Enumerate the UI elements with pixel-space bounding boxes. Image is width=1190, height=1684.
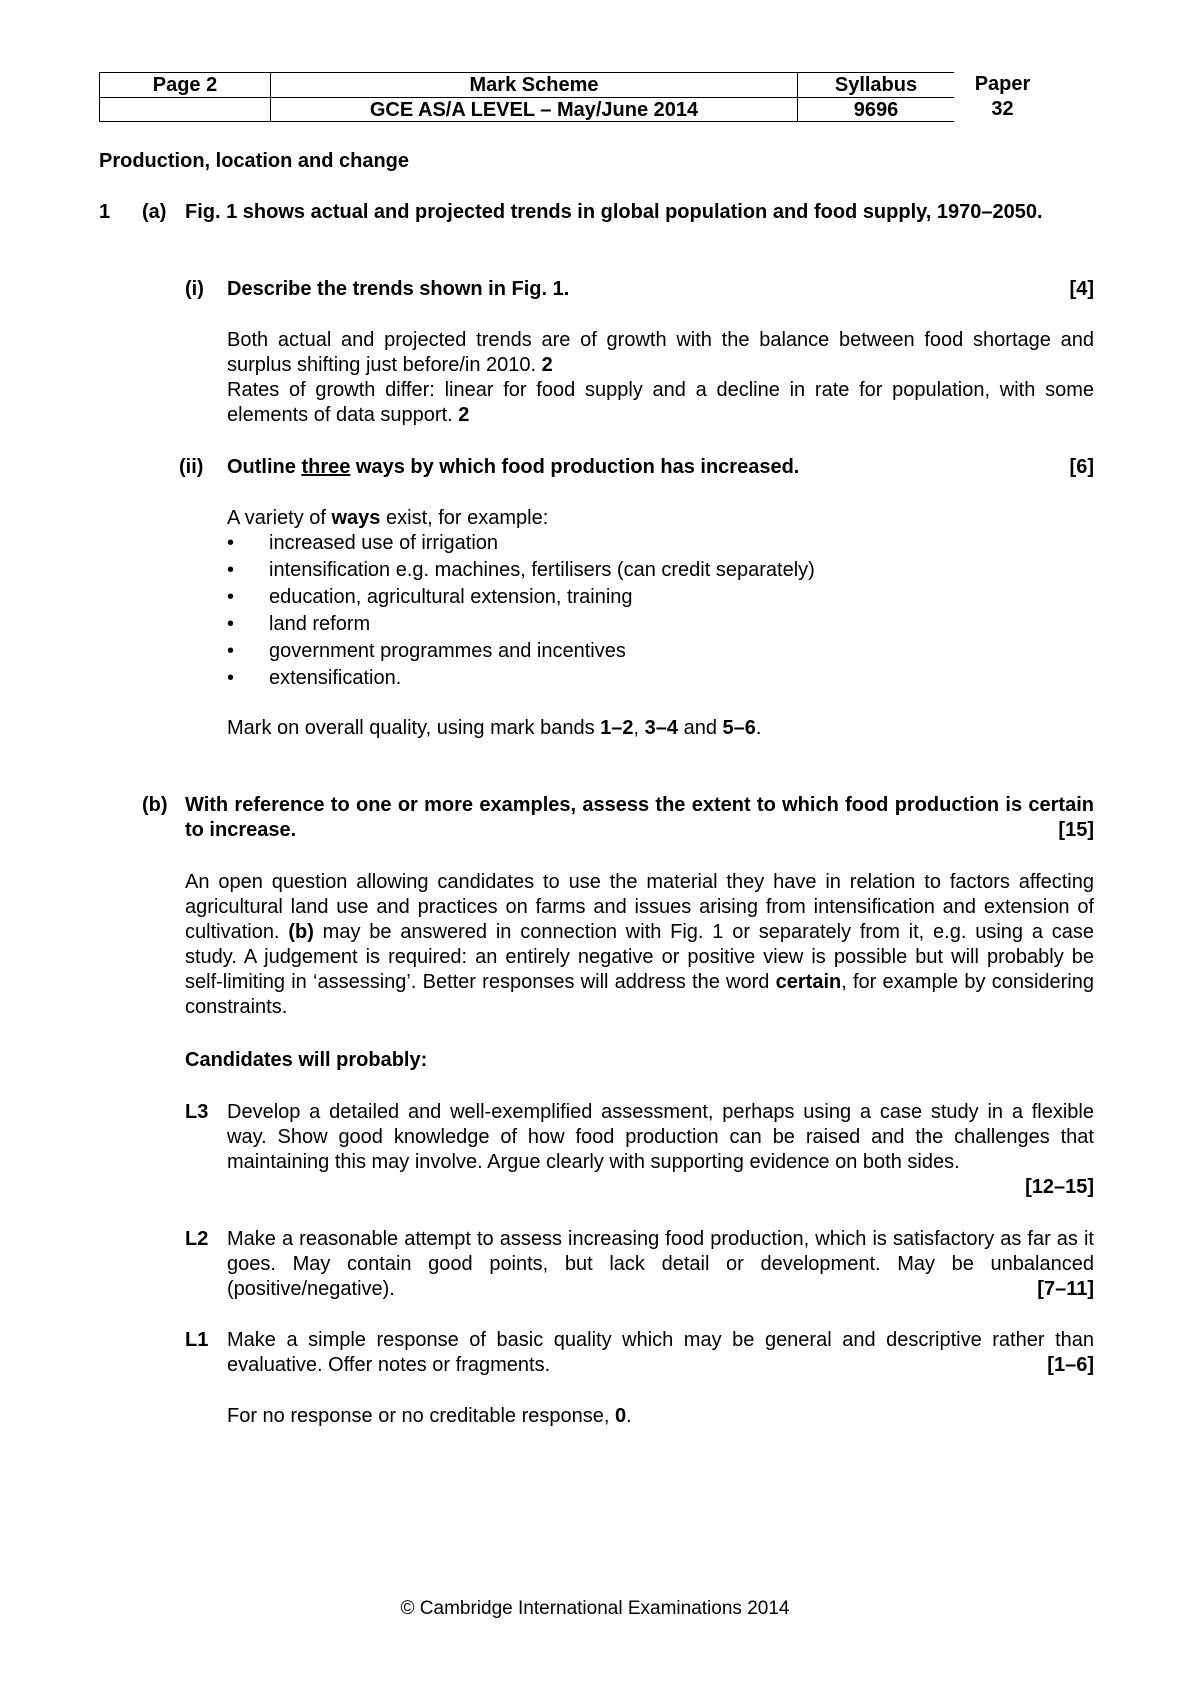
- sub-i-answer-line1: Both actual and projected trends are of growth with the balance between food shortage and surplus shifting just before/in 2010.: [227, 329, 1094, 376]
- sub-ii-text-pre: Outline: [227, 456, 296, 478]
- sub-i-text: Describe the trends shown in Fig. 1.: [227, 278, 570, 300]
- open-question-paragraph: [185, 870, 1094, 1020]
- header-table: [99, 72, 1051, 122]
- header-exam-title: GCE AS/A LEVEL – May/June 2014: [271, 97, 798, 122]
- header-syllabus: Syllabus: [798, 72, 954, 97]
- level-tag: L2: [185, 1228, 209, 1250]
- open-p2: may be answered in connection with Fig. 1 or separately from it, e.g. using a case study. A judgement is required: an entirely negative or positive view is possible but will probably be self-limiting in ‘assessing’. Better responses will address the word: [185, 921, 1094, 993]
- list-item: • education, agricultural extension, training: [227, 585, 815, 612]
- question-number: 1: [99, 201, 111, 223]
- sub-ii-text: [227, 455, 799, 480]
- list-item: • extensification.: [227, 666, 815, 693]
- header-paper-number: 32: [991, 98, 1014, 120]
- band-1: 1–2: [600, 717, 634, 739]
- sub-i-answer-mark2: 2: [458, 404, 470, 426]
- ways-intro-pre: A variety of: [227, 507, 326, 529]
- markband-note: Mark on overall quality, using mark bands 1–2, 3–4 and 5–6.: [227, 717, 762, 739]
- ways-intro-bold: ways: [331, 507, 381, 529]
- part-a-text: Fig. 1 shows actual and projected trends in global population and food supply, 1970–2050.: [185, 201, 1043, 223]
- part-b-marks: [15]: [1058, 819, 1094, 841]
- header-empty-cell: [99, 97, 271, 122]
- sub-i-label: (i): [185, 278, 204, 300]
- part-b-label: (b): [142, 794, 168, 816]
- header-paper: Paper: [974, 73, 1031, 95]
- part-b-text: With reference to one or more examples, assess the extent to which food production is certain to increase.: [185, 794, 1094, 841]
- list-item: • government programmes and incentives: [227, 639, 815, 666]
- ways-intro-post: exist, for example:: [386, 507, 549, 529]
- list-item: • intensification e.g. machines, fertilisers (can credit separately): [227, 558, 815, 585]
- level-text: Make a reasonable attempt to assess increasing food production, which is satisfactory as far as it goes. May contain good points, but lack detail or development. May be unbalanced (positive/negative).: [227, 1228, 1094, 1300]
- level-marks: [12–15]: [1025, 1176, 1094, 1198]
- open-p1: An open question allowing candidates to use the material they have in relation to factors affecting agricultural land use and practices on farms and issues arising from intensification and extension of cultivation.: [185, 871, 1094, 943]
- list-item: • land reform: [227, 612, 815, 639]
- level-marks: [1–6]: [1047, 1354, 1094, 1376]
- list-item: • increased use of irrigation: [227, 531, 815, 558]
- part-a-label: (a): [142, 201, 167, 223]
- level-text: Develop a detailed and well-exemplified assessment, perhaps using a case study in a flexible way. Show good knowledge of how food production can be raised and the challenges that maintaining this may involve. Argue clearly with supporting evidence on both sides.: [227, 1101, 1094, 1173]
- open-b: (b): [288, 921, 314, 943]
- header-row-2: [99, 97, 1051, 122]
- sub-i-answer-line2: Rates of growth differ: linear for food supply and a decline in rate for population, with some elements of data support.: [227, 379, 1094, 426]
- no-response-mark: 0: [615, 1405, 627, 1427]
- level-marks: [7–11]: [1037, 1278, 1094, 1300]
- no-response-pre: For no response or no creditable response,: [227, 1405, 610, 1427]
- sub-ii-label: (ii): [179, 456, 204, 478]
- sub-ii-text-underline: three: [301, 456, 351, 478]
- sub-i-answer: [227, 328, 1094, 428]
- band-2: 3–4: [644, 717, 679, 739]
- band-and: and: [683, 717, 717, 739]
- level-tag: L1: [185, 1329, 209, 1351]
- level-text: Make a simple response of basic quality which may be general and descriptive rather than evaluative. Offer notes or fragments.: [227, 1329, 1094, 1376]
- section-title: Production, location and change: [99, 150, 410, 172]
- header-row-1: [99, 72, 1051, 97]
- open-certain: certain: [775, 971, 842, 993]
- level-tag: L3: [185, 1101, 209, 1123]
- header-mark-scheme: Mark Scheme: [271, 72, 798, 97]
- header-syllabus-code: 9696: [798, 97, 954, 122]
- no-response-note: For no response or no creditable response, 0.: [227, 1405, 632, 1427]
- open-p3: , for example by considering constraints.: [185, 971, 1094, 1018]
- footer-copyright: © Cambridge International Examinations 2014: [400, 1598, 790, 1619]
- header-page: Page 2: [99, 72, 271, 97]
- sub-ii-marks: [6]: [1069, 456, 1094, 478]
- band-3: 5–6: [722, 717, 756, 739]
- sub-ii-text-post: ways by which food production has increased.: [355, 456, 800, 478]
- sub-i-marks: [4]: [1069, 278, 1094, 300]
- candidates-heading: Candidates will probably:: [185, 1049, 428, 1071]
- markband-pre: Mark on overall quality, using mark bands: [227, 717, 595, 739]
- ways-intro: [227, 506, 548, 531]
- ways-list: [227, 531, 815, 693]
- sub-i-answer-mark1: 2: [541, 354, 553, 376]
